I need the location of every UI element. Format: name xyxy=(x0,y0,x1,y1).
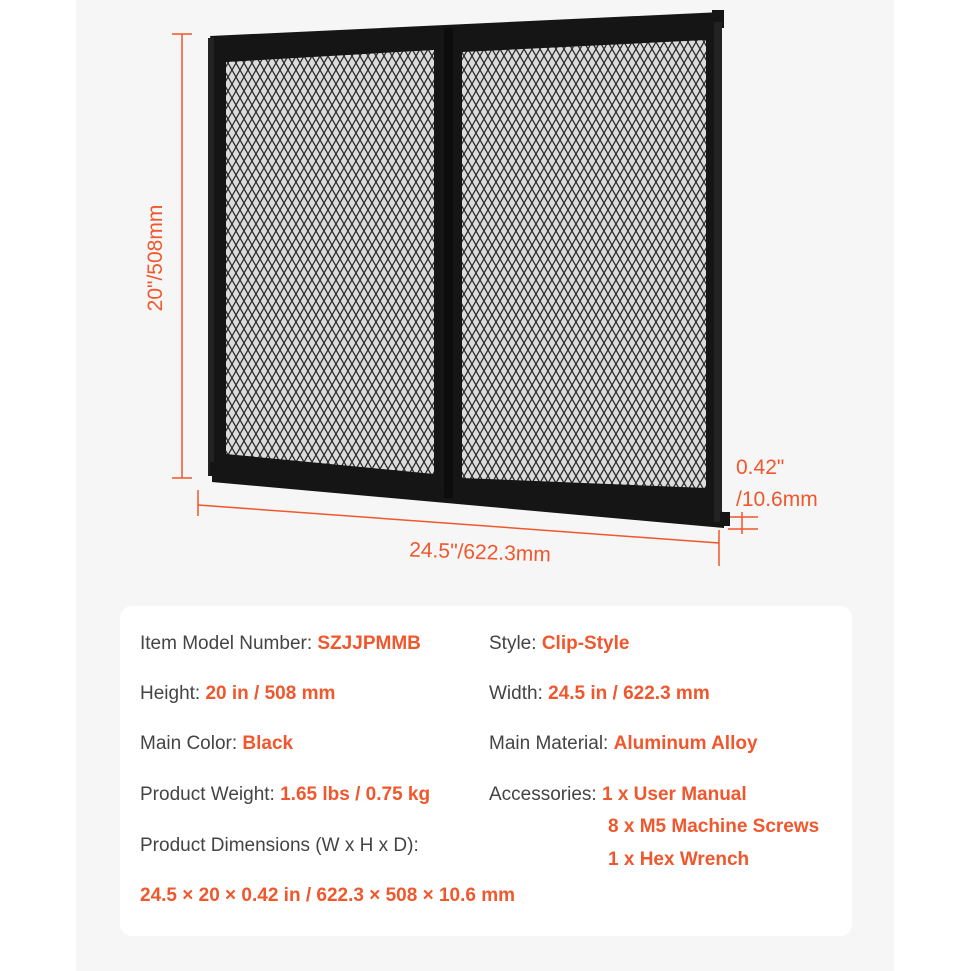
spec-product-weight xyxy=(140,783,430,807)
spec-main-color xyxy=(140,732,293,756)
spec-height-value: 20 in / 508 mm xyxy=(205,683,336,704)
depth-dimension-mm: /10.6mm xyxy=(736,488,818,511)
spec-main-color-label: Main Color: xyxy=(140,733,243,754)
depth-dimension-inches: 0.42" xyxy=(736,456,785,479)
spec-product-dimensions xyxy=(140,884,515,908)
depth-dimension-label xyxy=(736,452,818,516)
width-dimension-label: 24.5"/622.3mm xyxy=(408,538,552,567)
spec-main-color-value: Black xyxy=(242,733,294,754)
spec-model-number xyxy=(140,632,421,656)
spec-height xyxy=(140,682,335,706)
spec-model-number-value: SZJJPMMB xyxy=(317,633,421,654)
left-mesh-panel xyxy=(226,50,434,474)
spec-style-label: Style: xyxy=(489,633,542,654)
spec-main-material xyxy=(489,732,758,756)
height-dimension-line xyxy=(172,34,192,478)
spec-height-label: Height: xyxy=(140,683,206,704)
spec-accessory-item: 8 x M5 Machine Screws xyxy=(608,816,820,837)
spec-product-dimensions-label: Product Dimensions (W x H x D): xyxy=(140,835,419,856)
spec-width-value: 24.5 in / 622.3 mm xyxy=(548,683,710,704)
spec-main-material-label: Main Material: xyxy=(489,733,614,754)
spec-product-weight-label: Product Weight: xyxy=(140,784,281,805)
spec-style xyxy=(489,632,629,656)
spec-width xyxy=(489,682,710,706)
right-mesh-panel xyxy=(462,40,706,488)
spec-width-label: Width: xyxy=(489,683,549,704)
spec-accessories-label: Accessories: xyxy=(489,784,602,805)
spec-model-number-label: Item Model Number: xyxy=(140,633,318,654)
spec-product-dimensions-value: 24.5 × 20 × 0.42 in / 622.3 × 508 × 10.6 mm xyxy=(140,885,515,906)
spec-accessories xyxy=(489,783,747,807)
spec-style-value: Clip-Style xyxy=(541,633,630,654)
spec-main-material-value: Aluminum Alloy xyxy=(613,733,758,754)
height-dimension-label: 20"/508mm xyxy=(144,204,167,312)
spec-product-weight-value: 1.65 lbs / 0.75 kg xyxy=(280,784,431,805)
spec-accessory-item: 1 x Hex Wrench xyxy=(608,849,750,870)
fireplace-screen xyxy=(208,10,730,528)
spec-accessory-item: 1 x User Manual xyxy=(601,784,747,805)
